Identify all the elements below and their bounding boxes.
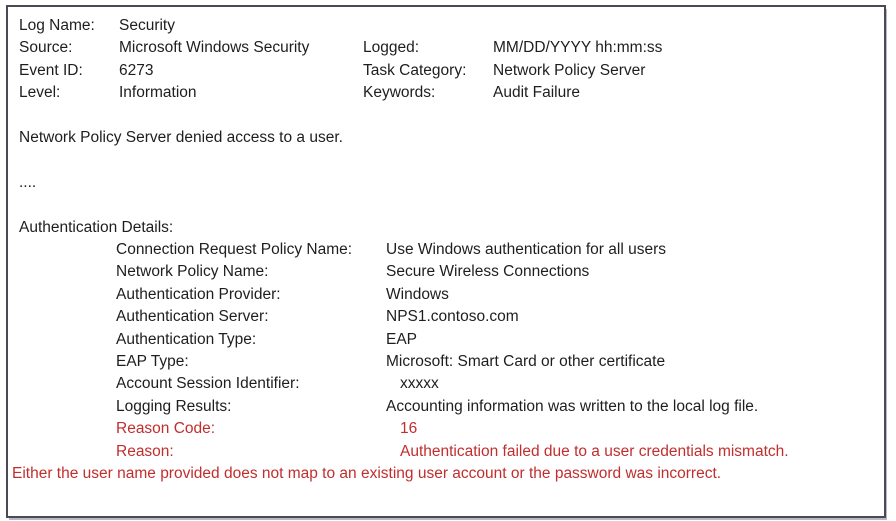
detail-value: Secure Wireless Connections <box>386 263 590 281</box>
keywords-value: Audit Failure <box>493 84 581 102</box>
level-label: Level: <box>19 84 61 102</box>
task-category-value: Network Policy Server <box>493 61 646 79</box>
log-name-value: Security <box>119 17 175 34</box>
source-value: Microsoft Windows Security <box>119 39 310 57</box>
spacer <box>8 194 884 216</box>
auth-detail-row <box>116 396 884 418</box>
reason-code-value: 16 <box>400 420 418 438</box>
detail-value: EAP <box>386 330 418 348</box>
auth-detail-row <box>116 306 884 328</box>
detail-value: xxxxx <box>400 375 439 393</box>
failure-explanation-text: Either the user name provided does not map to an existing user account or the password was incorrect. <box>12 465 722 483</box>
log-name-label: Log Name: <box>19 17 95 34</box>
event-header-row <box>8 60 884 82</box>
detail-label: Account Session Identifier: <box>116 375 300 393</box>
event-description: Network Policy Server denied access to a user. <box>19 129 343 147</box>
auth-detail-row <box>116 351 884 373</box>
empty-cell <box>363 15 493 37</box>
reason-label: Reason: <box>116 442 174 460</box>
detail-label: Logging Results: <box>116 397 232 415</box>
level-value: Information <box>119 84 197 102</box>
detail-label: Authentication Type: <box>116 330 257 348</box>
detail-label: Connection Request Policy Name: <box>116 241 353 259</box>
spacer <box>8 105 884 127</box>
reason-value: Authentication failed due to a user credentials mismatch. <box>400 442 789 460</box>
detail-value: Microsoft: Smart Card or other certificate <box>386 353 666 371</box>
detail-label: EAP Type: <box>116 353 189 371</box>
event-header-row <box>8 15 884 37</box>
reason-code-label: Reason Code: <box>116 420 216 438</box>
detail-value: Accounting information was written to the local log file. <box>386 397 759 415</box>
auth-detail-row-reason <box>116 441 884 463</box>
auth-detail-row <box>116 329 884 351</box>
auth-details-heading: Authentication Details: <box>19 218 174 236</box>
detail-value: NPS1.contoso.com <box>386 308 519 326</box>
spacer <box>8 149 884 171</box>
auth-detail-row <box>116 261 884 283</box>
auth-detail-row <box>116 239 884 261</box>
auth-detail-row <box>116 284 884 306</box>
event-id-value: 6273 <box>119 61 154 79</box>
detail-label: Authentication Server: <box>116 308 269 326</box>
task-category-label: Task Category: <box>363 61 467 79</box>
ellipsis-text: .... <box>19 173 37 191</box>
detail-label: Authentication Provider: <box>116 285 281 303</box>
source-label: Source: <box>19 39 73 57</box>
detail-label: Network Policy Name: <box>116 263 269 281</box>
event-header-row <box>8 37 884 59</box>
auth-detail-row <box>116 373 884 395</box>
empty-cell <box>493 15 884 37</box>
keywords-label: Keywords: <box>363 84 436 102</box>
detail-value: Use Windows authentication for all users <box>386 241 666 259</box>
logged-label: Logged: <box>363 39 420 57</box>
event-header-row <box>8 82 884 104</box>
auth-detail-row-reason-code <box>116 418 884 440</box>
event-id-label: Event ID: <box>19 61 83 79</box>
logged-value: MM/DD/YYYY hh:mm:ss <box>493 39 663 57</box>
detail-value: Windows <box>386 285 449 303</box>
event-log-panel <box>6 5 886 518</box>
